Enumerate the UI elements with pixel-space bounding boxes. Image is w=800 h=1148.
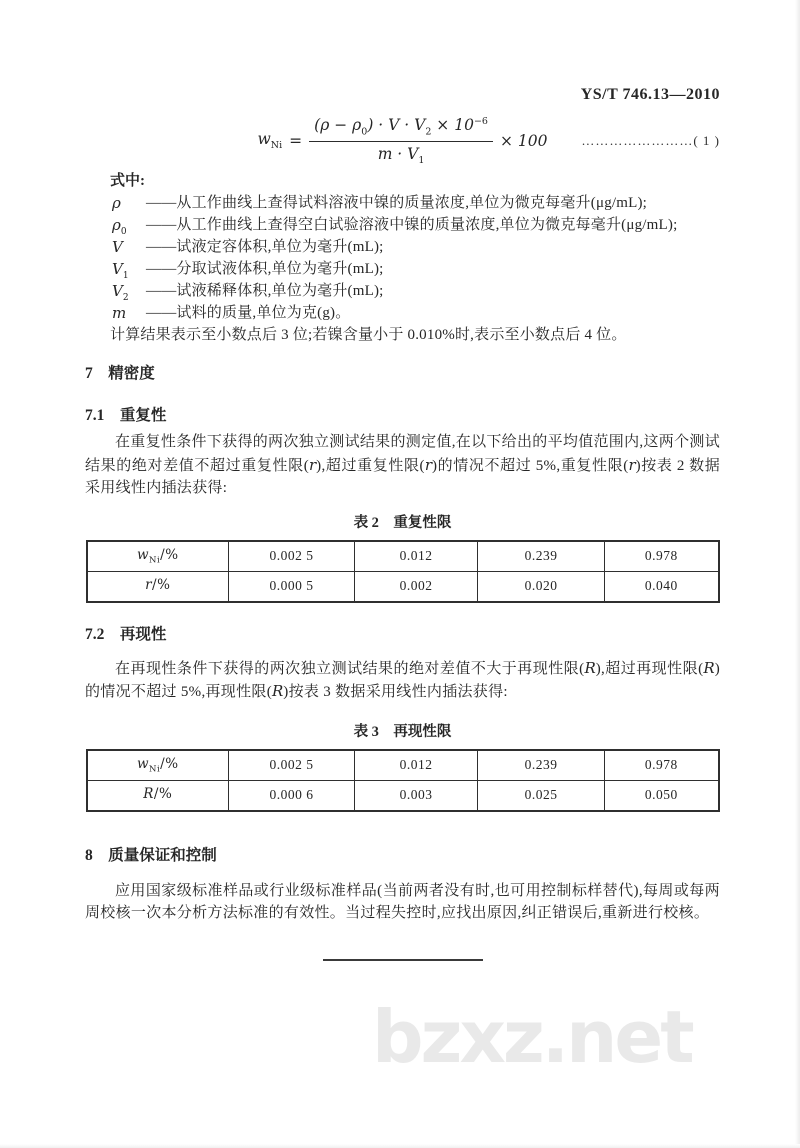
definition-text: ——从工作曲线上查得空白试验溶液中镍的质量浓度,单位为微克每毫升(μg/mL);	[146, 217, 678, 233]
times-100: × 100	[499, 132, 548, 150]
table-row	[87, 750, 719, 781]
table-cell: 0.012	[355, 750, 478, 781]
end-of-document-rule	[323, 959, 483, 961]
definition-text: ——试料的质量,单位为克(g)。	[146, 305, 351, 321]
table-cell: 0.002 5	[229, 750, 355, 781]
table-cell: 0.978	[605, 541, 719, 572]
table-2-caption: 表 2 重复性限	[353, 514, 452, 531]
table-cell: 0.003	[355, 780, 478, 811]
result-rounding-note: 计算结果表示至小数点后 3 位;若镍含量小于 0.010%时,表示至小数点后 4 位。	[110, 327, 627, 343]
definition-text: ——从工作曲线上查得试料溶液中镍的质量浓度,单位为微克每毫升(μg/mL);	[146, 195, 648, 211]
equation-number: ……………………( 1 )	[581, 133, 720, 148]
table-cell: 0.040	[605, 571, 719, 602]
symbol-v1: $V_1$	[112, 260, 129, 281]
table-row	[87, 780, 719, 811]
symbol-rho: ρ	[112, 194, 121, 212]
quality-control-paragraph: 应用国家级标准样品或行业级标准样品(当前两者没有时,也可用控制标样替代),每周或每两周校核一次本分析方法标准的有效性。当过程失控时,应找出原因,纠正错误后,重新进行校核。	[85, 882, 720, 921]
table-cell: 0.050	[605, 780, 719, 811]
definition-row-m	[112, 302, 720, 324]
fraction	[309, 116, 493, 165]
equation-1	[85, 116, 720, 166]
table-cell: 0.239	[478, 541, 605, 572]
section-7-heading: 7 精密度	[85, 365, 155, 382]
symbol-v: V	[112, 238, 123, 256]
where-label: 式中:	[110, 173, 145, 189]
table-row	[87, 571, 719, 602]
section-7-1-heading: 7.1 重复性	[85, 407, 167, 424]
symbol-rho0: $\rho_0$	[112, 216, 127, 237]
table-2-repeatability	[86, 540, 720, 603]
table-cell: 0.020	[478, 571, 605, 602]
table-cell-r-label: r/%	[87, 571, 229, 602]
equals-sign: =	[289, 132, 303, 150]
definition-row-v1	[112, 258, 720, 280]
table-row	[87, 541, 719, 572]
section-8-heading: 8 质量保证和控制	[85, 846, 217, 864]
table-cell-wni-label: $w_{Ni}/\%$	[87, 750, 229, 781]
table-3-reproducibility	[86, 749, 720, 812]
table-cell-wni-label: $w_{Ni}/\%$	[87, 541, 229, 572]
equation-lhs: $w_{Ni}$	[257, 130, 283, 152]
definition-text: ——试液稀释体积,单位为毫升(mL);	[146, 283, 384, 299]
section-7-2-heading: 7.2 再现性	[85, 625, 167, 643]
fraction-denominator: $m \cdot V_1$	[377, 144, 425, 166]
definition-row-rho0	[112, 214, 720, 236]
table-cell: 0.000 5	[229, 571, 355, 602]
definition-text: ——分取试液体积,单位为毫升(mL);	[146, 261, 384, 277]
standard-code-header: YS/T 746.13—2010	[580, 86, 720, 103]
reproducibility-paragraph: 在再现性条件下获得的两次独立测试结果的绝对差值不大于再现性限(R),超过再现性限(R)的情况不超过 5%,再现性限(R)按表 3 数据采用线性内插法获得:	[85, 658, 720, 700]
definition-row-rho	[112, 192, 720, 214]
definition-row-v2	[112, 280, 720, 302]
table-cell-R-label: R/%	[87, 780, 229, 811]
table-cell: 0.025	[478, 780, 605, 811]
watermark-bzxz-net: bzxz.net	[372, 995, 692, 1079]
repeatability-paragraph: 在重复性条件下获得的两次独立测试结果的测定值,在以下给出的平均值范围内,这两个测试结果的绝对差值不超过重复性限(r),超过重复性限(r)的情况不超过 5%,重复性限(r)按表 2 数据采用线性内插法获得:	[85, 434, 720, 496]
equation-expression	[258, 116, 548, 165]
table-cell: 0.012	[355, 541, 478, 572]
table-3-caption: 表 3 再现性限	[353, 723, 452, 740]
fraction-numerator: $(\rho - \rho_0) \cdot V \cdot V_2 \times 10^{-6}$	[309, 116, 493, 141]
symbol-m: m	[112, 304, 127, 322]
table-cell: 0.978	[605, 750, 719, 781]
symbol-definitions	[85, 192, 720, 324]
table-cell: 0.002 5	[229, 541, 355, 572]
definition-row-v	[112, 236, 720, 258]
table-cell: 0.002	[355, 571, 478, 602]
definition-text: ——试液定容体积,单位为毫升(mL);	[146, 239, 384, 255]
table-cell: 0.000 6	[229, 780, 355, 811]
symbol-v2: $V_2$	[112, 282, 129, 303]
table-cell: 0.239	[478, 750, 605, 781]
